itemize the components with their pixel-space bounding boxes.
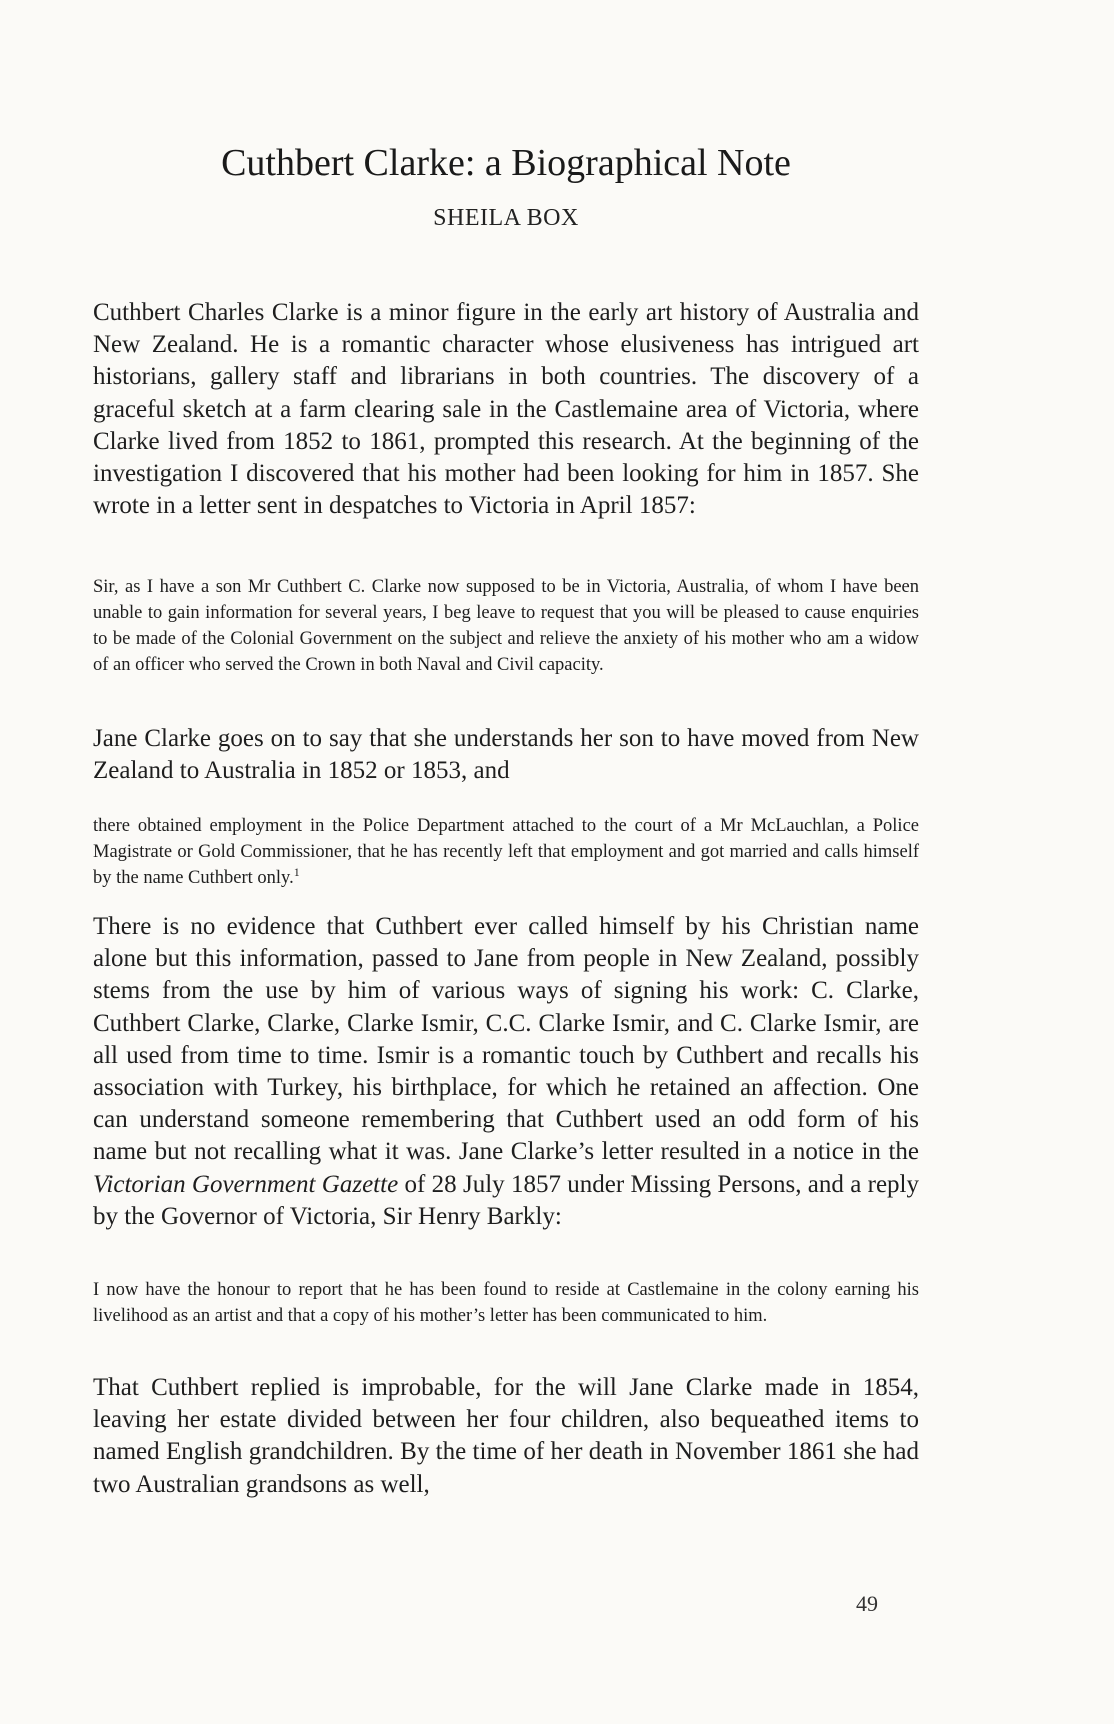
paragraph-signatures-part2: of 28 July 1857 under Missing Persons, and a reply by the Governor of Victoria, Sir Henry Barkly: [93,1170,919,1230]
paragraph-signatures [93,911,919,1233]
paragraph-signatures-part1: There is no evidence that Cuthbert ever called himself by his Christian name alone but this information, passed to Jane from people in New Zealand, possibly stems from the use by him of various ways of signing his work: C. Clarke, Cuthbert Clarke, Clarke, Clarke Ismir, C.C. Clarke Ismir, and C. Clarke Ismir, are all used from time to time. Ismir is a romantic touch by Cuthbert and recalls his association with Turkey, his birthplace, for which he retained an affection. One can understand someone remembering that Cuthbert used an odd form of his name but not recalling what it was. Jane Clarke’s letter resulted in a notice in the [93,913,919,1166]
block-quote-police [93,813,919,891]
article-author: SHEILA BOX [433,205,579,231]
block-quote-governor: I now have the honour to report that he has been found to reside at Castlemaine in the colony earning his livelihood as an artist and that a copy of his mother’s letter has been communicated to him. [93,1280,919,1326]
page-number: 49 [856,1591,878,1616]
paragraph-jane-clarke: Jane Clarke goes on to say that she understands her son to have moved from New Zealand to Australia in 1852 or 1853, and [93,725,919,785]
paragraph-intro: Cuthbert Charles Clarke is a minor figure in the early art history of Australia and New Zealand. He is a romantic character whose elusiveness has intrigued art historians, gallery staff and librarians in both countries. The discovery of a graceful sketch at a farm clearing sale in the Castlemaine area of Victoria, where Clarke lived from 1852 to 1861, prompted this research. At the beginning of the investigation I discovered that his mother had been looking for him in 1857. She wrote in a letter sent in despatches to Victoria in April 1857: [93,299,919,520]
block-quote-letter: Sir, as I have a son Mr Cuthbert C. Clarke now supposed to be in Victoria, Australia, of whom I have been unable to gain information for several years, I beg leave to request that you will be pleased to cause enquiries to be made of the Colonial Government on the subject and relieve the anxiety of his mother who am a widow of an officer who served the Crown in both Naval and Civil capacity. [93,577,919,675]
footnote-marker: 1 [293,864,300,879]
quote-police-text: there obtained employment in the Police Department attached to the court of a Mr McLauchlan, a Police Magistrate or Gold Commissioner, that he has recently left that employment and got married and calls himself by the name Cuthbert only. [93,816,919,888]
gazette-title: Victorian Government Gazette [93,1170,399,1198]
article-title: Cuthbert Clarke: a Biographical Note [221,142,791,184]
paragraph-will: That Cuthbert replied is improbable, for the will Jane Clarke made in 1854, leaving her estate divided between her four children, also bequeathed items to named English grandchildren. By the time of her death in November 1861 she had two Australian grandsons as well, [93,1374,919,1498]
